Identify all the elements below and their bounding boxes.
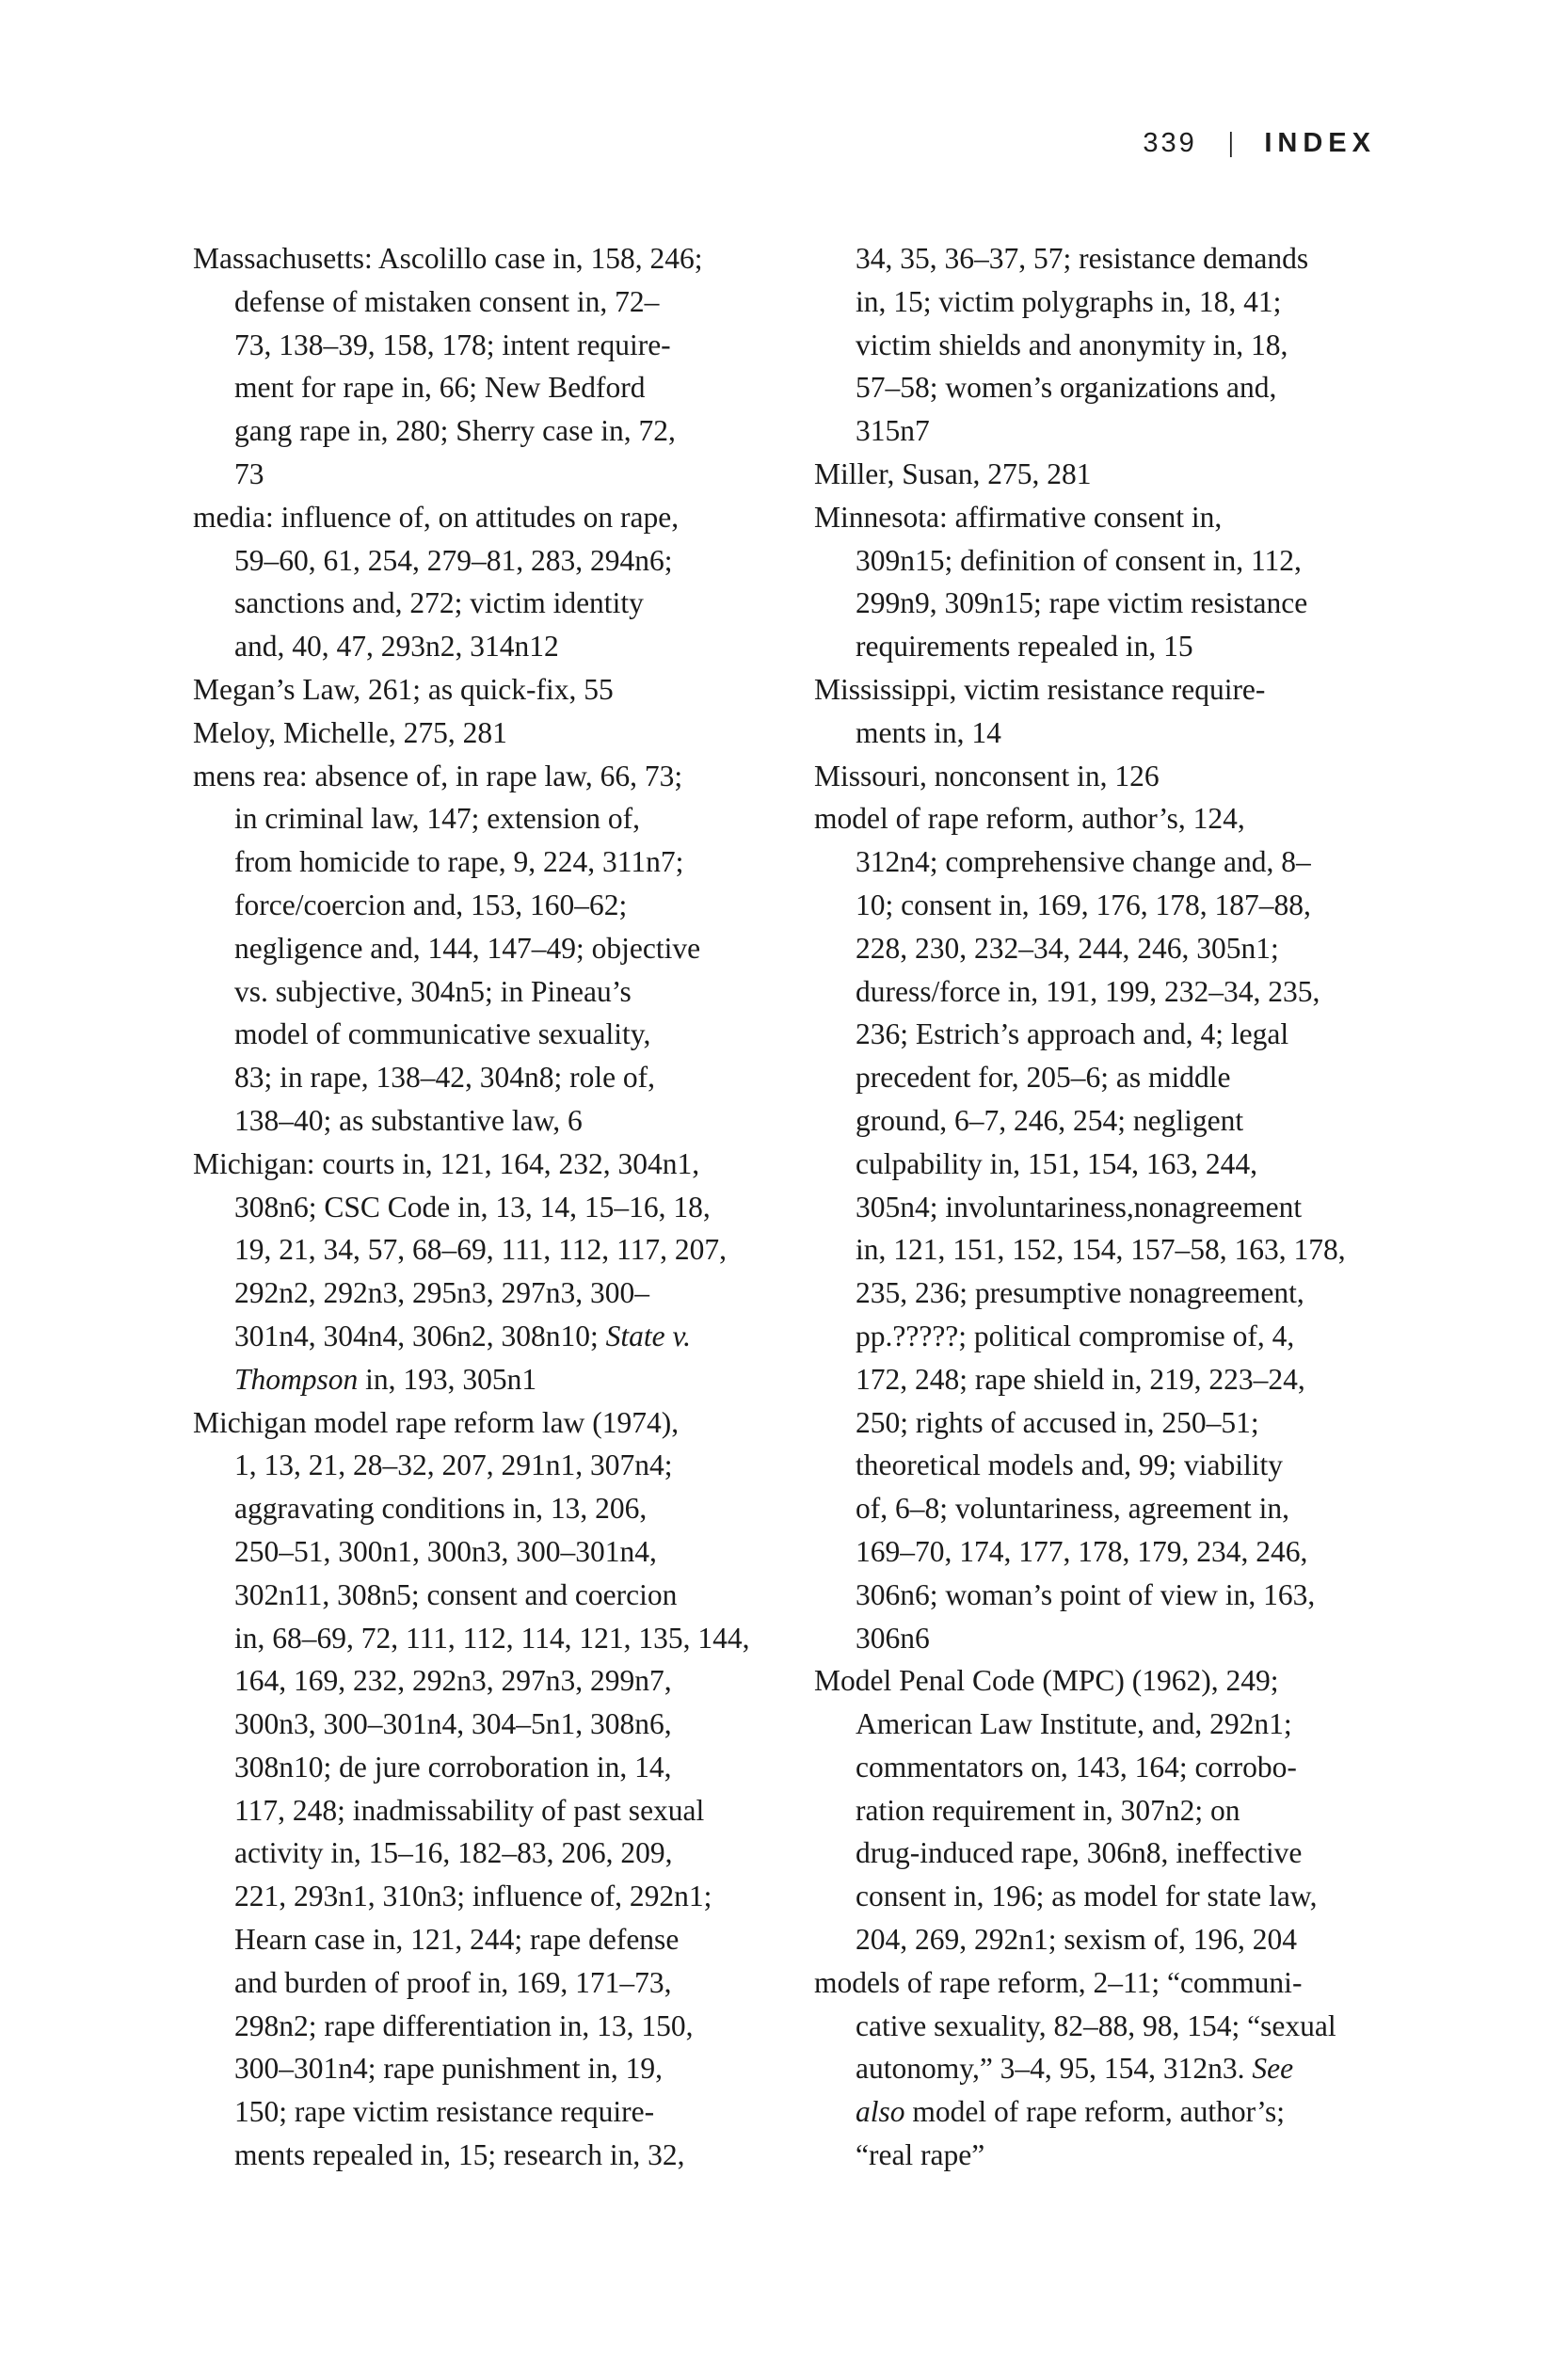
index-text: 299n9, 309n15; rape victim resistance [856, 586, 1308, 620]
index-text: 83; in rape, 138–42, 304n8; role of, [234, 1061, 656, 1095]
index-text: Mississippi, victim resistance require- [814, 672, 1266, 706]
index-line [193, 1315, 803, 1358]
index-line [814, 1228, 1424, 1272]
index-line [814, 1961, 1424, 2005]
index-column-right [814, 237, 1424, 2177]
index-line [814, 409, 1424, 453]
index-line [814, 582, 1424, 625]
index-line [814, 712, 1424, 755]
index-entry [814, 755, 1424, 798]
index-entry [193, 668, 803, 712]
index-line [814, 1659, 1424, 1703]
index-text: 228, 230, 232–34, 244, 246, 305n1; [856, 931, 1279, 965]
index-text: Megan’s Law, 261; as quick-fix, 55 [193, 672, 614, 706]
index-text: sanctions and, 272; victim identity [234, 586, 644, 620]
index-text: culpability in, 151, 154, 163, 244, [856, 1146, 1257, 1180]
index-text: 292n2, 292n3, 295n3, 297n3, 300– [234, 1276, 649, 1310]
index-text: 235, 236; presumptive nonagreement, [856, 1276, 1304, 1310]
index-text: from homicide to rape, 9, 224, 311n7; [234, 845, 684, 879]
index-line [814, 2090, 1424, 2134]
index-text: “real rape” [856, 2138, 985, 2172]
index-line [193, 1487, 803, 1530]
index-line [814, 1746, 1424, 1789]
index-line [814, 1056, 1424, 1099]
index-text: Massachusetts: Ascolillo case in, 158, 246; [193, 242, 703, 275]
index-entry [814, 496, 1424, 668]
index-line [814, 1358, 1424, 1401]
index-text-italic: See [1252, 2052, 1294, 2086]
index-line [193, 712, 803, 755]
index-text: model of rape reform, author’s, 124, [814, 802, 1245, 836]
index-text: duress/force in, 191, 199, 232–34, 235, [856, 974, 1320, 1008]
header-separator-bar: | [1227, 128, 1234, 158]
index-text: Missouri, nonconsent in, 126 [814, 759, 1160, 792]
index-line [193, 2005, 803, 2048]
index-line [814, 496, 1424, 539]
index-line [814, 927, 1424, 970]
index-text: 306n6; woman’s point of view in, 163, [856, 1577, 1316, 1611]
index-text: 34, 35, 36–37, 57; resistance demands [856, 242, 1309, 275]
index-text: Model Penal Code (MPC) (1962), 249; [814, 1664, 1279, 1698]
index-text: ration requirement in, 307n2; on [856, 1793, 1240, 1827]
index-text: 117, 248; inadmissability of past sexual [234, 1793, 705, 1827]
index-line [814, 1703, 1424, 1746]
index-line [193, 1703, 803, 1746]
index-text: 301n4, 304n4, 306n2, 308n10; [234, 1319, 606, 1352]
index-line [814, 970, 1424, 1014]
index-line [193, 1961, 803, 2005]
index-line [193, 496, 803, 539]
index-text: of, 6–8; voluntariness, agreement in, [856, 1492, 1290, 1526]
index-line [193, 970, 803, 1014]
index-text: 1, 13, 21, 28–32, 207, 291n1, 307n4; [234, 1448, 673, 1482]
index-line [814, 1832, 1424, 1875]
index-text: 221, 293n1, 310n3; influence of, 292n1; [234, 1880, 712, 1913]
index-text: force/coercion and, 153, 160–62; [234, 888, 628, 921]
index-line [193, 324, 803, 367]
index-line [814, 2005, 1424, 2048]
index-text: cative sexuality, 82–88, 98, 154; “sexual [856, 2008, 1336, 2042]
index-line [814, 2047, 1424, 2090]
index-column-left [193, 237, 803, 2177]
index-line [193, 2047, 803, 2090]
index-line [814, 1875, 1424, 1918]
page-number: 339 [1143, 128, 1197, 158]
index-text: 172, 248; rape shield in, 219, 223–24, [856, 1362, 1305, 1396]
index-text: 59–60, 61, 254, 279–81, 283, 294n6; [234, 543, 673, 577]
index-text: negligence and, 144, 147–49; objective [234, 931, 701, 965]
index-text: 73, 138–39, 158, 178; intent require- [234, 328, 671, 361]
index-line [814, 797, 1424, 840]
index-line [193, 1228, 803, 1272]
index-entry [814, 797, 1424, 1659]
index-text: American Law Institute, and, 292n1; [856, 1707, 1292, 1741]
index-line [193, 625, 803, 668]
index-line [814, 1099, 1424, 1143]
index-entry [193, 237, 803, 496]
index-line [193, 1186, 803, 1229]
index-line [814, 1617, 1424, 1660]
index-text: models of rape reform, 2–11; “communi- [814, 1965, 1303, 1999]
index-text: 19, 21, 34, 57, 68–69, 111, 112, 117, 207, [234, 1233, 727, 1267]
index-line [193, 1659, 803, 1703]
index-line [193, 884, 803, 927]
index-line [193, 1401, 803, 1445]
index-text: 73 [234, 456, 264, 490]
index-line [193, 453, 803, 496]
index-text: requirements repealed in, 15 [856, 630, 1193, 664]
index-line [814, 1918, 1424, 1961]
index-text: 308n10; de jure corroboration in, 14, [234, 1750, 672, 1784]
index-entry [193, 712, 803, 755]
index-line [193, 755, 803, 798]
index-line [193, 2134, 803, 2177]
index-text: pp.?????; political compromise of, 4, [856, 1319, 1295, 1352]
index-text: in criminal law, 147; extension of, [234, 802, 640, 836]
index-line [193, 1099, 803, 1143]
index-text: in, 15; victim polygraphs in, 18, 41; [856, 284, 1282, 318]
index-line [193, 797, 803, 840]
index-line [814, 884, 1424, 927]
index-text: 138–40; as substantive law, 6 [234, 1103, 583, 1137]
index-line [814, 1574, 1424, 1617]
index-text: in, 193, 305n1 [358, 1362, 537, 1396]
index-line [193, 1789, 803, 1832]
index-entry [193, 496, 803, 668]
index-text: model of rape reform, author’s; [904, 2095, 1286, 2129]
index-line [193, 366, 803, 409]
index-text: 164, 169, 232, 292n3, 297n3, 299n7, [234, 1664, 672, 1698]
index-text: aggravating conditions in, 13, 206, [234, 1492, 648, 1526]
index-text: Miller, Susan, 275, 281 [814, 456, 1092, 490]
index-entry [193, 1143, 803, 1401]
index-text-italic: also [856, 2095, 905, 2129]
index-entry [814, 668, 1424, 755]
index-entry [193, 1401, 803, 2177]
index-text: 57–58; women’s organizations and, [856, 371, 1277, 405]
index-text: ment for rape in, 66; New Bedford [234, 371, 646, 405]
index-line [193, 1013, 803, 1056]
index-text: in, 121, 151, 152, 154, 157–58, 163, 178, [856, 1233, 1346, 1267]
index-text: 309n15; definition of consent in, 112, [856, 543, 1302, 577]
index-line [193, 1746, 803, 1789]
index-text: 300n3, 300–301n4, 304–5n1, 308n6, [234, 1707, 672, 1741]
index-line [814, 1315, 1424, 1358]
index-line [814, 1143, 1424, 1186]
index-line [193, 1617, 803, 1660]
index-text: Hearn case in, 121, 244; rape defense [234, 1923, 680, 1957]
index-text: 10; consent in, 169, 176, 178, 187–88, [856, 888, 1311, 921]
index-text: 150; rape victim resistance require- [234, 2095, 655, 2129]
index-text-italic: Thompson [234, 1362, 359, 1396]
index-text: 250–51, 300n1, 300n3, 300–301n4, [234, 1534, 657, 1568]
index-line [814, 625, 1424, 668]
index-line [193, 1875, 803, 1918]
index-text: in, 68–69, 72, 111, 112, 114, 121, 135, 144, [234, 1621, 750, 1655]
index-text: 300–301n4; rape punishment in, 19, [234, 2052, 663, 2086]
index-line [814, 1186, 1424, 1229]
index-text: 250; rights of accused in, 250–51; [856, 1405, 1259, 1439]
index-text: 169–70, 174, 177, 178, 179, 234, 246, [856, 1534, 1308, 1568]
index-text: drug-induced rape, 306n8, ineffective [856, 1836, 1303, 1870]
index-text: model of communicative sexuality, [234, 1017, 651, 1051]
index-line [814, 1530, 1424, 1574]
index-text: 308n6; CSC Code in, 13, 14, 15–16, 18, [234, 1190, 711, 1224]
index-text: 302n11, 308n5; consent and coercion [234, 1577, 678, 1611]
index-line [193, 1918, 803, 1961]
index-line [814, 453, 1424, 496]
index-text: defense of mistaken consent in, 72– [234, 284, 660, 318]
index-line [814, 755, 1424, 798]
index-line [814, 1444, 1424, 1487]
index-line [193, 840, 803, 884]
index-text: Michigan model rape reform law (1974), [193, 1405, 680, 1439]
index-line [193, 1358, 803, 1401]
index-line [193, 409, 803, 453]
index-text: 312n4; comprehensive change and, 8– [856, 845, 1311, 879]
index-line [193, 582, 803, 625]
index-text: and burden of proof in, 169, 171–73, [234, 1965, 672, 1999]
index-text: mens rea: absence of, in rape law, 66, 73; [193, 759, 683, 792]
index-line [193, 1272, 803, 1315]
index-line [814, 366, 1424, 409]
index-text: activity in, 15–16, 182–83, 206, 209, [234, 1836, 673, 1870]
index-entry [193, 755, 803, 1143]
index-text: precedent for, 205–6; as middle [856, 1061, 1231, 1095]
running-head [1143, 126, 1376, 160]
index-line [814, 280, 1424, 324]
index-text: ments in, 14 [856, 715, 1001, 749]
index-line [193, 280, 803, 324]
index-text: autonomy,” 3–4, 95, 154, 312n3. [856, 2052, 1253, 2086]
index-entry [814, 1659, 1424, 1961]
index-text: 204, 269, 292n1; sexism of, 196, 204 [856, 1923, 1297, 1957]
index-line [193, 1056, 803, 1099]
index-line [193, 1143, 803, 1186]
index-line [814, 840, 1424, 884]
index-text: 298n2; rape differentiation in, 13, 150, [234, 2008, 694, 2042]
index-text-italic: State v. [605, 1319, 692, 1352]
index-line [814, 1272, 1424, 1315]
index-text: consent in, 196; as model for state law, [856, 1880, 1318, 1913]
index-text: ments repealed in, 15; research in, 32, [234, 2138, 685, 2172]
index-text: media: influence of, on attitudes on rape, [193, 500, 680, 534]
index-text: Michigan: courts in, 121, 164, 232, 304n1, [193, 1146, 700, 1180]
index-text: theoretical models and, 99; viability [856, 1448, 1284, 1482]
index-line [814, 1401, 1424, 1445]
index-line [814, 1789, 1424, 1832]
index-line [193, 1832, 803, 1875]
index-entry [814, 453, 1424, 496]
index-text: vs. subjective, 304n5; in Pineau’s [234, 974, 632, 1008]
index-line [814, 2134, 1424, 2177]
index-line [193, 927, 803, 970]
index-line [193, 2090, 803, 2134]
index-line [814, 324, 1424, 367]
index-line [193, 1530, 803, 1574]
index-text: Minnesota: affirmative consent in, [814, 500, 1223, 534]
index-text: ground, 6–7, 246, 254; negligent [856, 1103, 1244, 1137]
index-text: and, 40, 47, 293n2, 314n12 [234, 630, 559, 664]
index-line [193, 237, 803, 280]
index-text: 315n7 [856, 414, 930, 448]
index-text: victim shields and anonymity in, 18, [856, 328, 1288, 361]
index-line [193, 1574, 803, 1617]
index-text: Meloy, Michelle, 275, 281 [193, 715, 507, 749]
index-line [814, 1013, 1424, 1056]
index-line [814, 668, 1424, 712]
index-line [814, 539, 1424, 583]
page-title: INDEX [1264, 128, 1376, 158]
index-entry [814, 1961, 1424, 2177]
index-entry [814, 237, 1424, 453]
index-text: gang rape in, 280; Sherry case in, 72, [234, 414, 676, 448]
index-line [193, 668, 803, 712]
index-text: 236; Estrich’s approach and, 4; legal [856, 1017, 1289, 1051]
index-line [814, 1487, 1424, 1530]
index-line [193, 1444, 803, 1487]
index-line [814, 237, 1424, 280]
index-text: commentators on, 143, 164; corrobo- [856, 1750, 1297, 1784]
index-text: 305n4; involuntariness,nonagreement [856, 1190, 1303, 1224]
index-line [193, 539, 803, 583]
index-text: 306n6 [856, 1621, 930, 1655]
